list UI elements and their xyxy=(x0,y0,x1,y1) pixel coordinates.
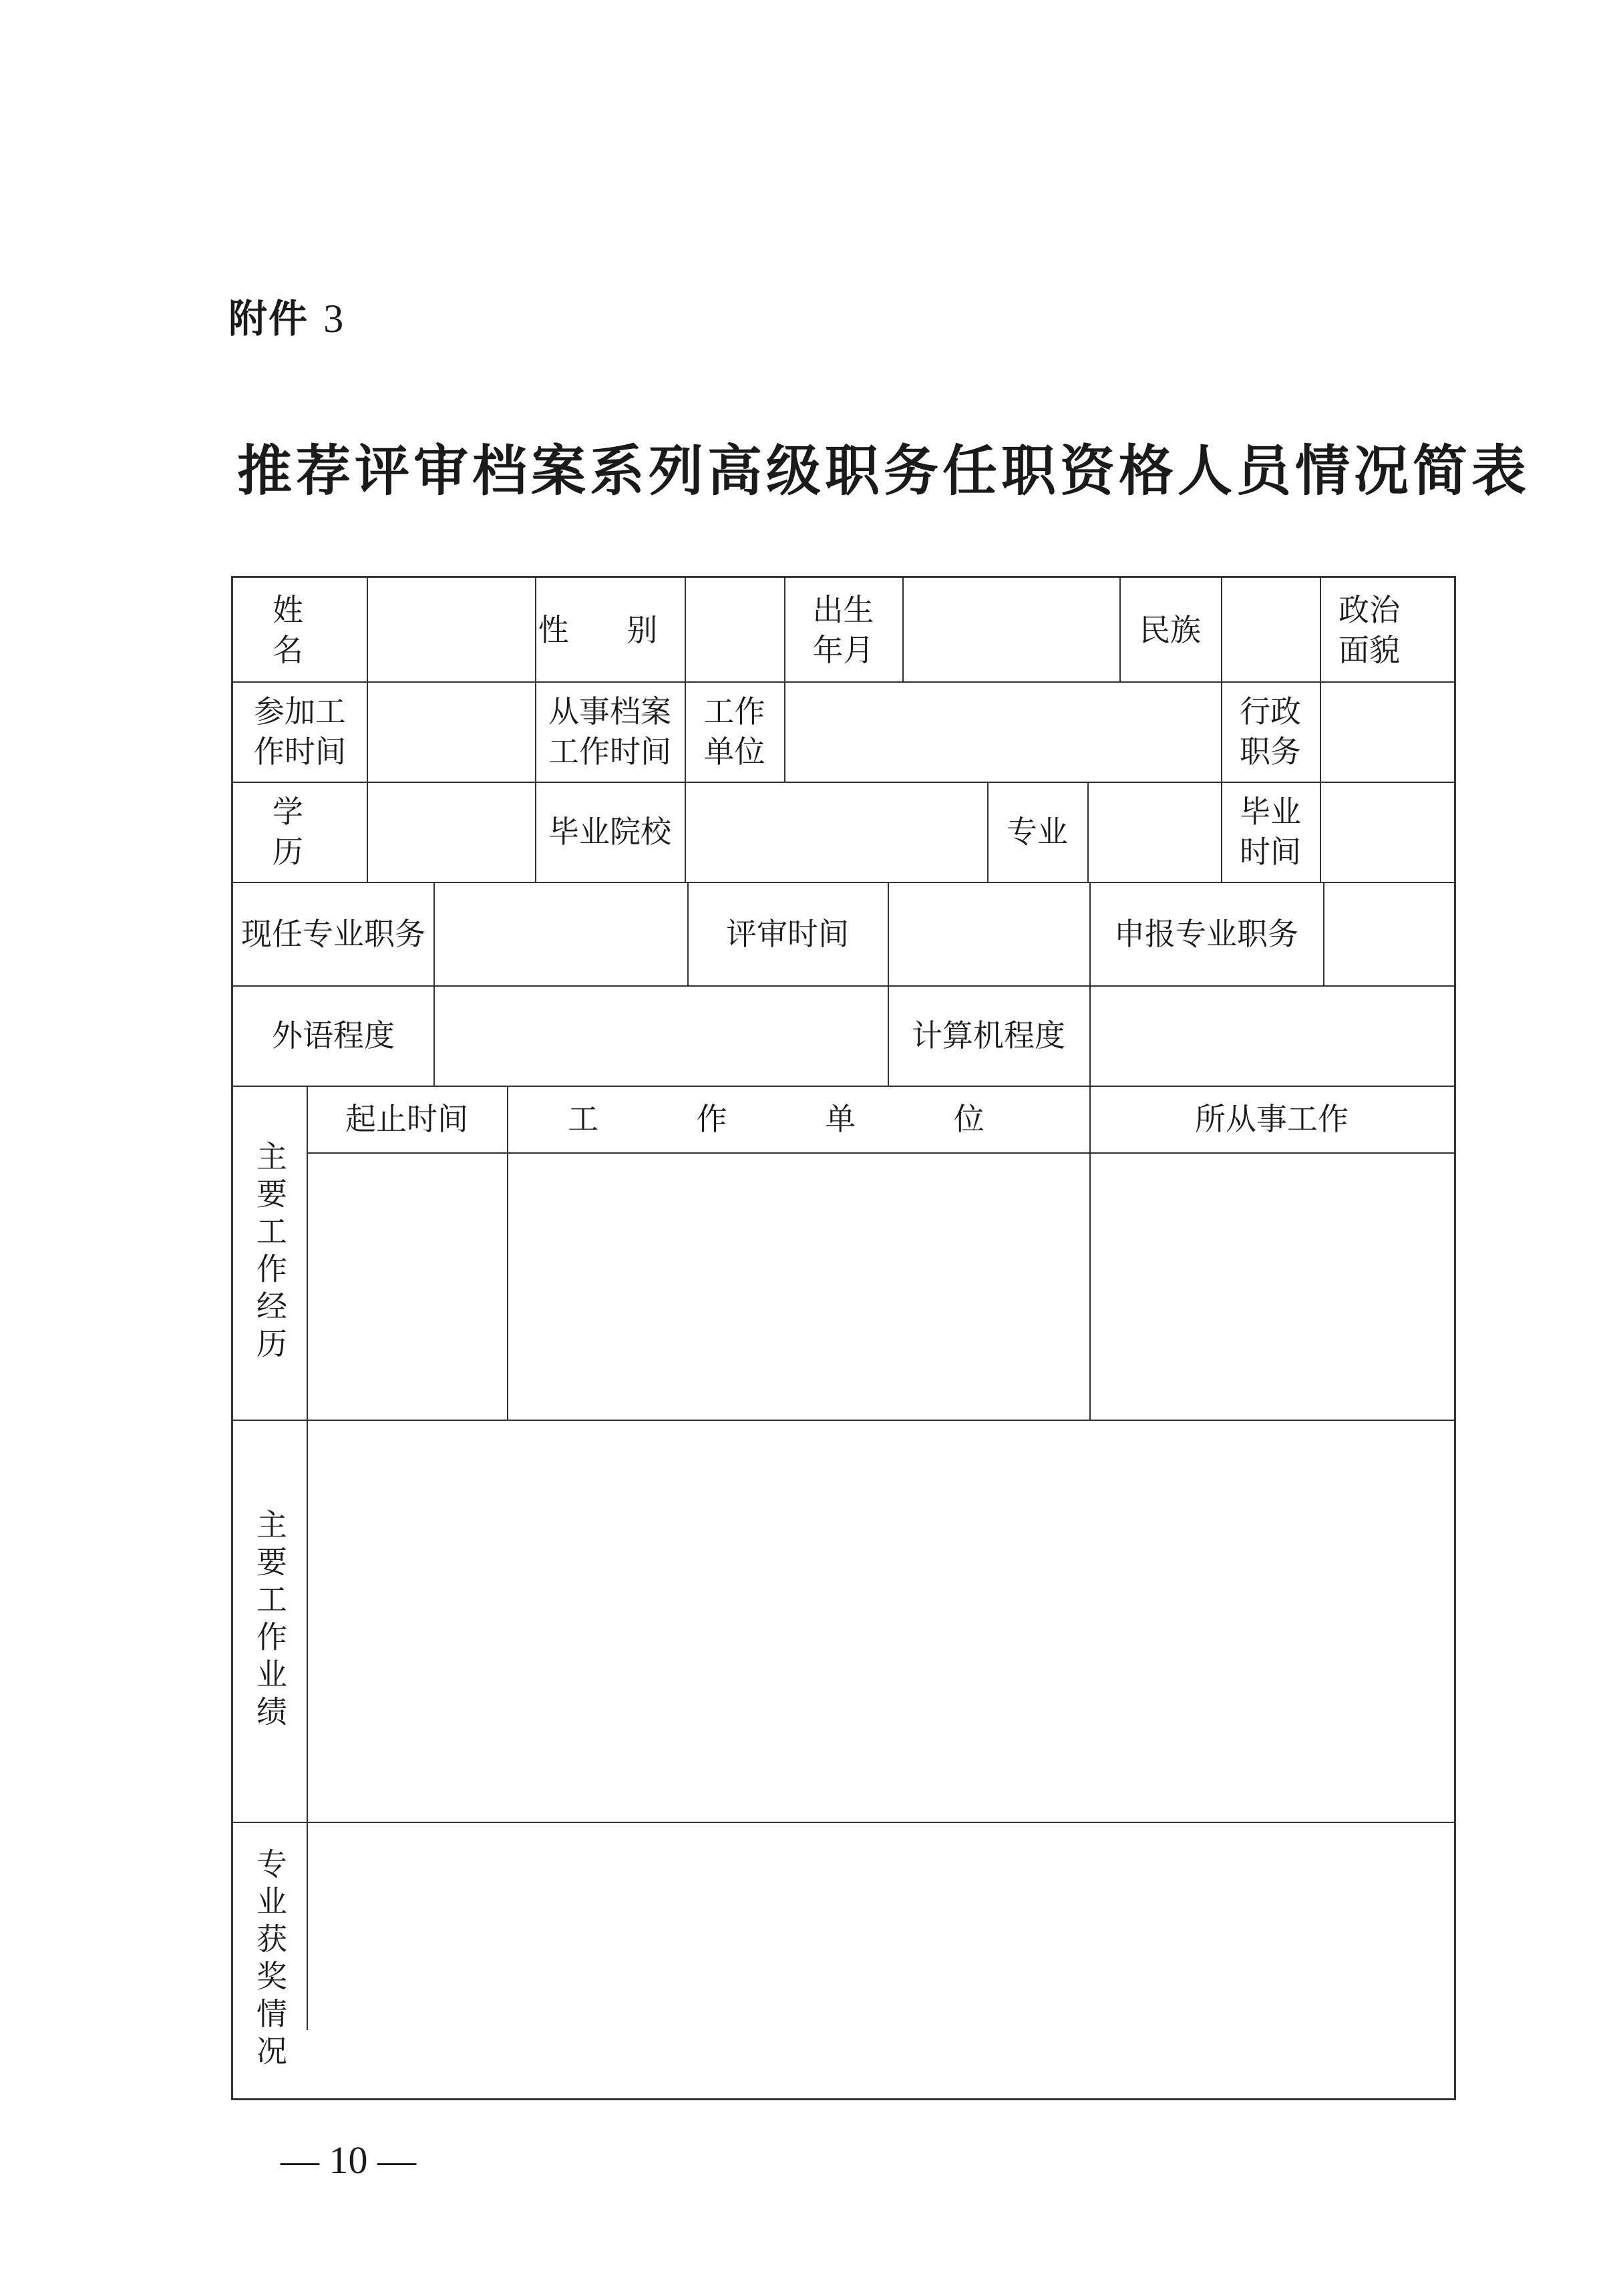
col-divider xyxy=(367,782,368,882)
label-review-time xyxy=(687,882,888,985)
label-birth-line1: 出生 xyxy=(812,591,874,628)
col-divider xyxy=(1089,985,1091,1086)
label-name-text: 姓 名 xyxy=(273,591,327,668)
label-grad-time-line2: 时间 xyxy=(1240,834,1301,870)
label-major xyxy=(987,782,1087,882)
field-gender[interactable] xyxy=(685,578,784,681)
col-divider xyxy=(433,882,435,985)
label-education-text: 学 历 xyxy=(273,794,327,870)
label-grad-time xyxy=(1221,782,1320,882)
label-achievements-text: 主要工作业绩 xyxy=(252,1508,288,1733)
label-name xyxy=(233,578,367,681)
col-divider xyxy=(784,681,785,782)
page-number: — 10 — xyxy=(281,2138,416,2182)
label-political xyxy=(1320,578,1419,681)
col-divider xyxy=(1087,782,1089,882)
label-computer-text: 计算机程度 xyxy=(912,1017,1065,1053)
label-join-work-line2: 作时间 xyxy=(254,733,346,770)
label-join-work xyxy=(233,681,367,782)
col-divider xyxy=(433,985,435,1086)
col-divider xyxy=(888,882,889,985)
label-awards xyxy=(233,1822,307,2098)
label-admin-post-line2: 职务 xyxy=(1240,733,1301,770)
label-current-post-text: 现任专业职务 xyxy=(241,915,425,952)
field-achievements[interactable] xyxy=(307,1420,1454,1822)
col-divider xyxy=(1320,782,1321,882)
label-grad-time-line1: 毕业 xyxy=(1240,794,1301,830)
col-header-unit xyxy=(507,1086,1089,1152)
label-awards-text: 专业获奖情况 xyxy=(252,1848,288,2072)
attachment-number: 3 xyxy=(323,297,345,341)
attachment-label xyxy=(228,287,345,343)
label-admin-post xyxy=(1221,681,1320,782)
col-header-work xyxy=(1089,1086,1454,1152)
label-achievements xyxy=(233,1420,307,1822)
label-computer xyxy=(888,985,1089,1086)
label-current-post xyxy=(233,882,433,985)
label-foreign-lang xyxy=(233,985,433,1086)
col-divider xyxy=(685,782,686,882)
label-major-text: 专业 xyxy=(1007,814,1068,850)
row-divider xyxy=(307,1152,1454,1154)
label-birth xyxy=(784,578,902,681)
info-form-table xyxy=(231,576,1456,2100)
label-apply-post-text: 申报专业职务 xyxy=(1114,915,1298,952)
col-divider xyxy=(367,681,368,782)
label-political-line2: 面貌 xyxy=(1338,631,1400,668)
label-education xyxy=(233,782,367,882)
label-school xyxy=(535,782,685,882)
label-work-unit xyxy=(685,681,784,782)
label-experience-text: 主要工作经历 xyxy=(252,1140,288,1365)
field-name[interactable] xyxy=(367,578,535,681)
page-title: 推荐评审档案系列高级职务任职资格人员情况简表 xyxy=(237,440,1531,503)
col-header-unit-text: 工 作 单 位 xyxy=(568,1101,1029,1137)
label-archive-work-line2: 工作时间 xyxy=(548,733,671,770)
label-join-work-line1: 参加工 xyxy=(254,693,346,729)
field-ethnicity[interactable] xyxy=(1221,578,1320,681)
label-political-line1: 政治 xyxy=(1338,591,1400,628)
label-archive-work-line1: 从事档案 xyxy=(548,693,671,729)
label-admin-post-line1: 行政 xyxy=(1240,693,1301,729)
col-header-period-text: 起止时间 xyxy=(345,1101,468,1137)
label-foreign-lang-text: 外语程度 xyxy=(272,1017,395,1053)
label-review-time-text: 评审时间 xyxy=(726,915,849,952)
field-awards[interactable] xyxy=(307,1822,1454,2098)
label-experience xyxy=(233,1086,307,1420)
label-work-unit-line2: 单位 xyxy=(703,733,765,770)
label-gender-text: 性 别 xyxy=(538,611,682,648)
field-birth[interactable] xyxy=(902,578,1119,681)
label-birth-line2: 年月 xyxy=(812,631,874,668)
label-gender xyxy=(535,578,685,681)
col-divider xyxy=(1323,882,1324,985)
label-apply-post xyxy=(1089,882,1323,985)
label-ethnicity-text: 民族 xyxy=(1139,611,1201,648)
label-work-unit-line1: 工作 xyxy=(703,693,765,729)
label-archive-work xyxy=(535,681,685,782)
label-school-text: 毕业院校 xyxy=(548,814,671,850)
col-header-period xyxy=(307,1086,507,1152)
label-ethnicity xyxy=(1119,578,1221,681)
col-header-work-text: 所从事工作 xyxy=(1195,1101,1349,1137)
col-divider xyxy=(1320,681,1321,782)
attachment-label-text: 附件 xyxy=(228,296,309,341)
